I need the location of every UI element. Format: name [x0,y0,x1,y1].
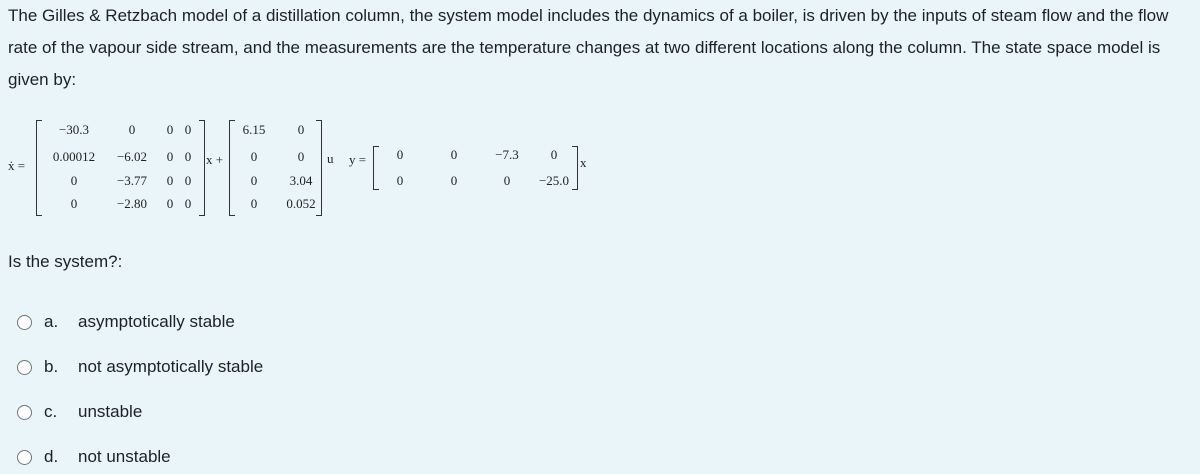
option-d[interactable] [17,444,171,470]
matrix-C-entry: −25.0 [538,173,570,188]
matrix-C-entry: 0 [503,173,511,188]
radio-icon[interactable] [17,450,32,465]
radio-icon[interactable] [17,360,32,375]
matrix-a-left-bracket [36,120,42,216]
matrix-C-entry: 0 [550,147,558,162]
matrix-A-entry: 0 [166,196,174,211]
matrix-A-entry: −30.3 [58,122,90,137]
radio-icon[interactable] [17,405,32,420]
matrix-A-entry: 0 [70,196,78,211]
matrix-B-entry: 0 [250,173,258,188]
matrix-C-entry: 0 [450,173,458,188]
option-letter: a. [44,312,59,331]
matrix-A-entry: 0 [184,196,192,211]
matrix-A-entry: 0 [184,149,192,164]
matrix-c-right-bracket [572,146,578,190]
matrix-A-entry: 0.00012 [52,149,96,164]
matrix-A-entry: 0 [166,173,174,188]
question-prompt: Is the system?: [8,252,123,271]
matrix-C-entry: 0 [450,147,458,162]
x-label: x [580,155,587,170]
matrix-B-entry: 0 [250,149,258,164]
matrix-B-entry: 0 [297,122,305,137]
matrix-c-left-bracket [373,146,379,190]
option-letter: d. [44,447,59,466]
option-label: not unstable [78,447,171,466]
matrix-A-entry: −2.80 [116,196,148,211]
option-a[interactable] [17,309,235,335]
matrix-b-right-bracket [316,120,322,216]
matrix-A-entry: 0 [128,122,136,137]
matrix-A-entry: −3.77 [116,173,148,188]
matrix-A-entry: 0 [166,149,174,164]
option-c[interactable] [17,399,142,425]
option-b[interactable] [17,354,263,380]
question-text: The Gilles & Retzbach model of a distillation column, the system model includes the dynamics of a boiler, is driven by the inputs of steam flow and the flow rate of the vapour side stream, and the measurements are the temperature changes at two different locations along the column. The state space model is given by: [8,6,1169,89]
radio-icon[interactable] [17,315,32,330]
option-label: unstable [78,402,143,421]
matrix-a-right-bracket [199,120,205,216]
matrix-C-entry: 0 [396,173,404,188]
xdot-label: ẋ = [8,158,26,173]
matrix-A-entry: 0 [184,173,192,188]
state-space-equation [0,110,600,220]
matrix-B-entry: 6.15 [242,122,266,137]
x-plus-label: x + [206,152,224,167]
matrix-b-left-bracket [229,120,235,216]
matrix-B-entry: 0 [297,149,305,164]
matrix-B-entry: 0 [250,196,258,211]
matrix-C-entry: 0 [396,147,404,162]
y-equals-label: y = [349,152,367,167]
matrix-A-entry: 0 [184,122,192,137]
option-letter: b. [44,357,59,376]
matrix-A-entry: 0 [70,173,78,188]
matrix-A-entry: −6.02 [116,149,148,164]
u-label: u [327,151,334,166]
matrix-B-entry: 3.04 [289,173,313,188]
option-label: not asymptotically stable [78,357,264,376]
option-letter: c. [44,402,58,421]
option-label: asymptotically stable [78,312,235,331]
matrix-A-entry: 0 [166,122,174,137]
matrix-B-entry: 0.052 [286,196,316,211]
matrix-C-entry: −7.3 [495,147,519,162]
